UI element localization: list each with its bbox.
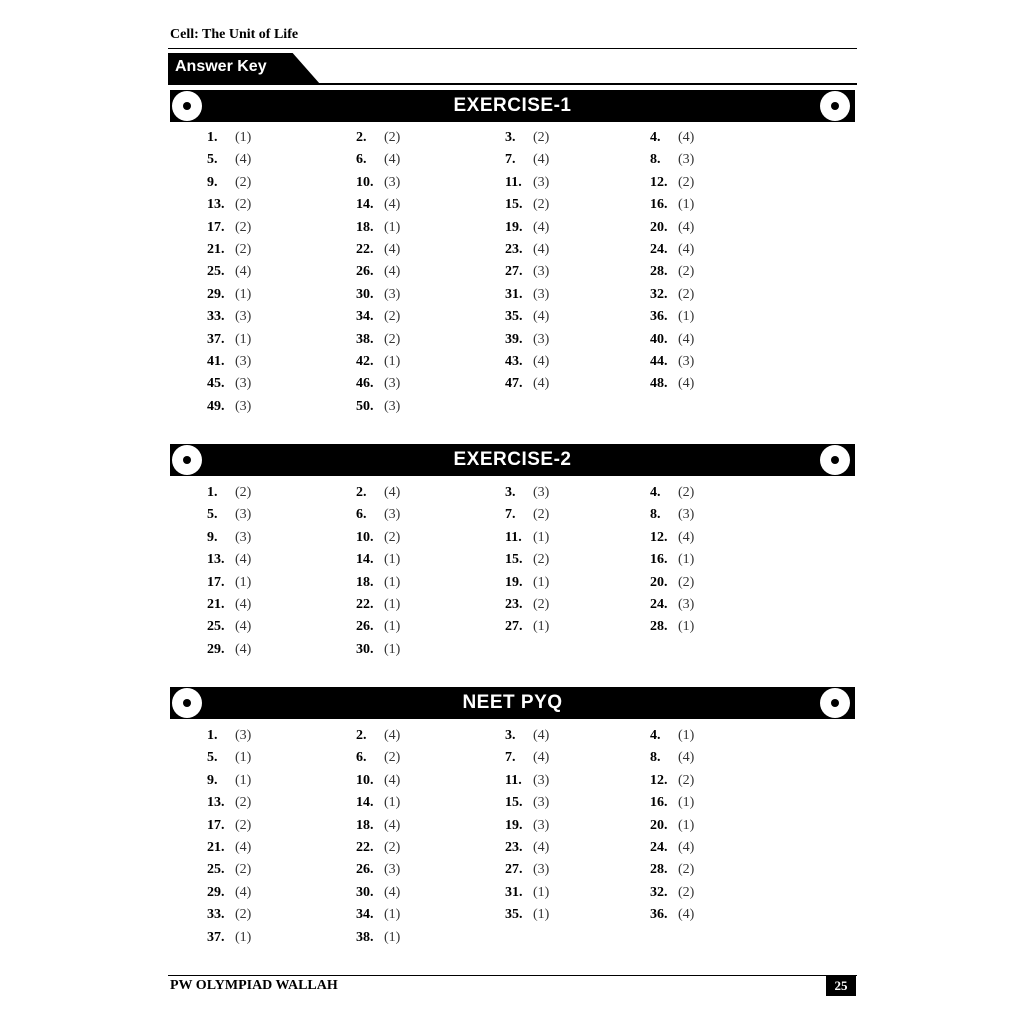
question-number: 50. bbox=[356, 398, 374, 414]
question-number: 7. bbox=[505, 152, 516, 168]
question-number: 14. bbox=[356, 552, 374, 568]
answer-option: (2) bbox=[678, 884, 695, 900]
question-number: 3. bbox=[505, 130, 516, 145]
question-number: 27. bbox=[505, 862, 523, 878]
answer-option: (1) bbox=[235, 772, 252, 788]
question-number: 17. bbox=[207, 574, 225, 590]
answer-option: (2) bbox=[235, 242, 252, 257]
answer-option: (2) bbox=[533, 130, 550, 145]
answer-option: (2) bbox=[235, 485, 252, 500]
question-number: 11. bbox=[505, 174, 522, 190]
question-number: 21. bbox=[207, 242, 225, 257]
answer-option: (2) bbox=[678, 264, 695, 280]
answer-option: (1) bbox=[384, 619, 401, 635]
question-number: 16. bbox=[650, 197, 668, 213]
question-number: 44. bbox=[650, 354, 668, 369]
question-number: 30. bbox=[356, 884, 374, 900]
question-number: 20. bbox=[650, 817, 668, 833]
answer-option: (3) bbox=[384, 174, 401, 190]
question-number: 41. bbox=[207, 354, 225, 369]
answer-option: (4) bbox=[384, 884, 401, 900]
answer-option: (2) bbox=[235, 907, 252, 923]
question-number: 34. bbox=[356, 309, 374, 325]
question-number: 17. bbox=[207, 219, 225, 235]
question-number: 35. bbox=[505, 309, 523, 325]
question-number: 6. bbox=[356, 507, 367, 523]
answer-option: (4) bbox=[533, 728, 550, 743]
answer-option: (3) bbox=[533, 485, 550, 500]
answer-option: (1) bbox=[235, 574, 252, 590]
question-number: 19. bbox=[505, 817, 523, 833]
question-number: 48. bbox=[650, 376, 668, 392]
question-number: 27. bbox=[505, 619, 523, 635]
question-number: 6. bbox=[356, 750, 367, 766]
footer-brand: PW OLYMPIAD WALLAH bbox=[170, 978, 338, 993]
question-number: 35. bbox=[505, 907, 523, 923]
answer-option: (1) bbox=[384, 354, 401, 369]
question-number: 22. bbox=[356, 242, 374, 257]
question-number: 12. bbox=[650, 772, 668, 788]
question-number: 8. bbox=[650, 152, 661, 168]
question-number: 13. bbox=[207, 795, 225, 811]
question-number: 26. bbox=[356, 619, 374, 635]
answer-option: (4) bbox=[384, 485, 401, 500]
question-number: 42. bbox=[356, 354, 374, 369]
question-number: 11. bbox=[505, 529, 522, 545]
answer-option: (3) bbox=[235, 376, 252, 392]
answer-option: (1) bbox=[235, 130, 252, 145]
answer-option: (4) bbox=[533, 242, 550, 257]
answer-option: (4) bbox=[678, 840, 695, 855]
answer-option: (4) bbox=[678, 242, 695, 257]
question-number: 8. bbox=[650, 507, 661, 523]
answer-option: (4) bbox=[384, 772, 401, 788]
question-number: 11. bbox=[505, 772, 522, 788]
question-number: 4. bbox=[650, 130, 661, 145]
answer-option: (4) bbox=[384, 152, 401, 168]
section-title: EXERCISE-1 bbox=[453, 95, 572, 116]
question-number: 29. bbox=[207, 884, 225, 900]
question-number: 12. bbox=[650, 174, 668, 190]
question-number: 2. bbox=[356, 728, 367, 743]
question-number: 31. bbox=[505, 286, 523, 302]
question-number: 29. bbox=[207, 286, 225, 302]
answer-option: (2) bbox=[235, 795, 252, 811]
question-number: 7. bbox=[505, 750, 516, 766]
answer-option: (4) bbox=[533, 840, 550, 855]
answer-option: (1) bbox=[678, 795, 695, 811]
question-number: 37. bbox=[207, 929, 225, 945]
answer-option: (1) bbox=[533, 574, 550, 590]
question-number: 8. bbox=[650, 750, 661, 766]
question-number: 16. bbox=[650, 552, 668, 568]
question-number: 4. bbox=[650, 728, 661, 743]
question-number: 17. bbox=[207, 817, 225, 833]
answer-option: (3) bbox=[533, 286, 550, 302]
answer-option: (1) bbox=[678, 197, 695, 213]
answer-option: (2) bbox=[384, 529, 401, 545]
question-number: 21. bbox=[207, 597, 225, 612]
answer-option: (4) bbox=[235, 641, 252, 657]
answer-option: (1) bbox=[678, 309, 695, 325]
question-number: 25. bbox=[207, 619, 225, 635]
answer-option: (3) bbox=[235, 728, 252, 743]
answer-option: (4) bbox=[235, 552, 252, 568]
section-banner-exercise-1 bbox=[170, 90, 855, 122]
question-number: 18. bbox=[356, 817, 374, 833]
question-number: 28. bbox=[650, 619, 668, 635]
question-number: 12. bbox=[650, 529, 668, 545]
question-number: 20. bbox=[650, 574, 668, 590]
question-number: 32. bbox=[650, 286, 668, 302]
chapter-title: Cell: The Unit of Life bbox=[170, 27, 299, 42]
question-number: 15. bbox=[505, 552, 523, 568]
question-number: 9. bbox=[207, 772, 218, 788]
question-number: 22. bbox=[356, 597, 374, 612]
answer-option: (1) bbox=[235, 929, 252, 945]
question-number: 25. bbox=[207, 264, 225, 280]
answer-option: (2) bbox=[235, 862, 252, 878]
answer-option: (2) bbox=[235, 174, 252, 190]
answer-option: (2) bbox=[678, 772, 695, 788]
answer-option: (4) bbox=[384, 728, 401, 743]
question-number: 24. bbox=[650, 242, 668, 257]
question-number: 18. bbox=[356, 219, 374, 235]
question-number: 14. bbox=[356, 795, 374, 811]
answer-key-rule bbox=[168, 83, 857, 85]
question-number: 40. bbox=[650, 331, 668, 347]
answer-option: (4) bbox=[384, 264, 401, 280]
ring-bullet-icon bbox=[820, 91, 850, 121]
question-number: 27. bbox=[505, 264, 523, 280]
question-number: 29. bbox=[207, 641, 225, 657]
question-number: 13. bbox=[207, 197, 225, 213]
answer-option: (1) bbox=[384, 929, 401, 945]
question-number: 4. bbox=[650, 485, 661, 500]
answer-option: (1) bbox=[533, 529, 550, 545]
question-number: 32. bbox=[650, 884, 668, 900]
answer-option: (4) bbox=[678, 750, 695, 766]
answer-option: (1) bbox=[678, 817, 695, 833]
section-title: EXERCISE-2 bbox=[453, 449, 572, 470]
answer-option: (3) bbox=[533, 862, 550, 878]
answer-option: (4) bbox=[678, 376, 695, 392]
question-number: 15. bbox=[505, 197, 523, 213]
question-number: 31. bbox=[505, 884, 523, 900]
section-banner-neet-pyq bbox=[170, 687, 855, 719]
answer-option: (4) bbox=[678, 529, 695, 545]
question-number: 3. bbox=[505, 485, 516, 500]
answer-option: (2) bbox=[384, 309, 401, 325]
answer-option: (2) bbox=[678, 286, 695, 302]
answer-option: (3) bbox=[235, 309, 252, 325]
answer-option: (1) bbox=[384, 907, 401, 923]
answer-option: (3) bbox=[384, 507, 401, 523]
answer-option: (3) bbox=[678, 152, 695, 168]
question-number: 5. bbox=[207, 507, 218, 523]
answer-option: (4) bbox=[235, 597, 252, 612]
answer-option: (1) bbox=[384, 641, 401, 657]
answer-option: (4) bbox=[533, 219, 550, 235]
question-number: 10. bbox=[356, 772, 374, 788]
question-number: 49. bbox=[207, 398, 225, 414]
answer-option: (1) bbox=[533, 884, 550, 900]
question-number: 26. bbox=[356, 862, 374, 878]
question-number: 6. bbox=[356, 152, 367, 168]
answer-option: (1) bbox=[384, 219, 401, 235]
answer-option: (4) bbox=[533, 309, 550, 325]
question-number: 37. bbox=[207, 331, 225, 347]
question-number: 21. bbox=[207, 840, 225, 855]
question-number: 38. bbox=[356, 929, 374, 945]
question-number: 16. bbox=[650, 795, 668, 811]
question-number: 3. bbox=[505, 728, 516, 743]
section-banner-exercise-2 bbox=[170, 444, 855, 476]
question-number: 36. bbox=[650, 907, 668, 923]
question-number: 19. bbox=[505, 219, 523, 235]
answer-option: (1) bbox=[235, 331, 252, 347]
answer-option: (1) bbox=[678, 552, 695, 568]
answer-option: (2) bbox=[678, 485, 695, 500]
answer-option: (3) bbox=[384, 376, 401, 392]
question-number: 5. bbox=[207, 750, 218, 766]
answer-option: (4) bbox=[533, 376, 550, 392]
answer-option: (2) bbox=[384, 840, 401, 855]
question-number: 10. bbox=[356, 174, 374, 190]
question-number: 28. bbox=[650, 862, 668, 878]
question-number: 23. bbox=[505, 840, 523, 855]
question-number: 20. bbox=[650, 219, 668, 235]
question-number: 2. bbox=[356, 130, 367, 145]
answer-option: (1) bbox=[533, 619, 550, 635]
question-number: 19. bbox=[505, 574, 523, 590]
answer-option: (3) bbox=[235, 354, 252, 369]
question-number: 25. bbox=[207, 862, 225, 878]
ring-bullet-icon bbox=[820, 445, 850, 475]
answer-option: (2) bbox=[235, 219, 252, 235]
question-number: 23. bbox=[505, 597, 523, 612]
answer-option: (3) bbox=[235, 529, 252, 545]
question-number: 36. bbox=[650, 309, 668, 325]
answer-option: (4) bbox=[533, 750, 550, 766]
question-number: 38. bbox=[356, 331, 374, 347]
answer-option: (2) bbox=[533, 197, 550, 213]
answer-option: (3) bbox=[678, 354, 695, 369]
question-number: 45. bbox=[207, 376, 225, 392]
question-number: 24. bbox=[650, 597, 668, 612]
question-number: 43. bbox=[505, 354, 523, 369]
answer-option: (2) bbox=[678, 574, 695, 590]
question-number: 10. bbox=[356, 529, 374, 545]
answer-option: (1) bbox=[235, 286, 252, 302]
answer-option: (3) bbox=[384, 862, 401, 878]
question-number: 15. bbox=[505, 795, 523, 811]
answer-option: (2) bbox=[384, 130, 401, 145]
question-number: 14. bbox=[356, 197, 374, 213]
answer-option: (3) bbox=[384, 398, 401, 414]
answer-option: (2) bbox=[235, 817, 252, 833]
answer-option: (1) bbox=[533, 907, 550, 923]
question-number: 34. bbox=[356, 907, 374, 923]
answer-option: (2) bbox=[533, 552, 550, 568]
answer-option: (2) bbox=[678, 174, 695, 190]
answer-option: (1) bbox=[384, 574, 401, 590]
question-number: 26. bbox=[356, 264, 374, 280]
answer-option: (4) bbox=[678, 331, 695, 347]
answer-option: (4) bbox=[235, 840, 252, 855]
question-number: 24. bbox=[650, 840, 668, 855]
answer-option: (4) bbox=[533, 354, 550, 369]
answer-option: (4) bbox=[678, 907, 695, 923]
answer-option: (1) bbox=[384, 795, 401, 811]
question-number: 7. bbox=[505, 507, 516, 523]
question-number: 30. bbox=[356, 641, 374, 657]
answer-option: (4) bbox=[235, 884, 252, 900]
answer-option: (3) bbox=[533, 817, 550, 833]
answer-option: (4) bbox=[384, 197, 401, 213]
answer-option: (3) bbox=[533, 795, 550, 811]
answer-option: (3) bbox=[533, 174, 550, 190]
question-number: 9. bbox=[207, 174, 218, 190]
top-rule bbox=[168, 48, 857, 49]
answer-option: (3) bbox=[384, 286, 401, 302]
answer-option: (4) bbox=[235, 619, 252, 635]
answer-option: (4) bbox=[384, 242, 401, 257]
answer-option: (4) bbox=[384, 817, 401, 833]
question-number: 33. bbox=[207, 309, 225, 325]
answer-option: (3) bbox=[235, 398, 252, 414]
question-number: 23. bbox=[505, 242, 523, 257]
question-number: 30. bbox=[356, 286, 374, 302]
ring-bullet-icon bbox=[820, 688, 850, 718]
answer-option: (3) bbox=[235, 507, 252, 523]
question-number: 2. bbox=[356, 485, 367, 500]
answer-option: (2) bbox=[384, 750, 401, 766]
question-number: 39. bbox=[505, 331, 523, 347]
answer-option: (1) bbox=[678, 619, 695, 635]
question-number: 1. bbox=[207, 130, 218, 145]
question-number: 46. bbox=[356, 376, 374, 392]
answer-key-label: Answer Key bbox=[175, 58, 267, 75]
question-number: 22. bbox=[356, 840, 374, 855]
answer-option: (4) bbox=[235, 264, 252, 280]
question-number: 47. bbox=[505, 376, 523, 392]
answer-option: (1) bbox=[678, 728, 695, 743]
answer-option: (2) bbox=[678, 862, 695, 878]
answer-option: (1) bbox=[384, 597, 401, 612]
question-number: 18. bbox=[356, 574, 374, 590]
bottom-rule bbox=[168, 975, 857, 976]
question-number: 5. bbox=[207, 152, 218, 168]
question-number: 33. bbox=[207, 907, 225, 923]
section-title: NEET PYQ bbox=[462, 692, 563, 713]
answer-option: (4) bbox=[678, 219, 695, 235]
answer-option: (2) bbox=[384, 331, 401, 347]
answer-option: (4) bbox=[235, 152, 252, 168]
question-number: 9. bbox=[207, 529, 218, 545]
answer-option: (4) bbox=[533, 152, 550, 168]
answer-option: (2) bbox=[235, 197, 252, 213]
question-number: 28. bbox=[650, 264, 668, 280]
answer-option: (4) bbox=[678, 130, 695, 145]
question-number: 1. bbox=[207, 485, 218, 500]
answer-option: (3) bbox=[533, 264, 550, 280]
answer-option: (3) bbox=[678, 597, 695, 612]
answer-option: (1) bbox=[384, 552, 401, 568]
question-number: 13. bbox=[207, 552, 225, 568]
page-number: 25 bbox=[826, 976, 856, 996]
answer-option: (1) bbox=[235, 750, 252, 766]
question-number: 1. bbox=[207, 728, 218, 743]
answer-option: (2) bbox=[533, 597, 550, 612]
answer-option: (2) bbox=[533, 507, 550, 523]
answer-option: (3) bbox=[533, 772, 550, 788]
answer-option: (3) bbox=[678, 507, 695, 523]
answer-option: (3) bbox=[533, 331, 550, 347]
